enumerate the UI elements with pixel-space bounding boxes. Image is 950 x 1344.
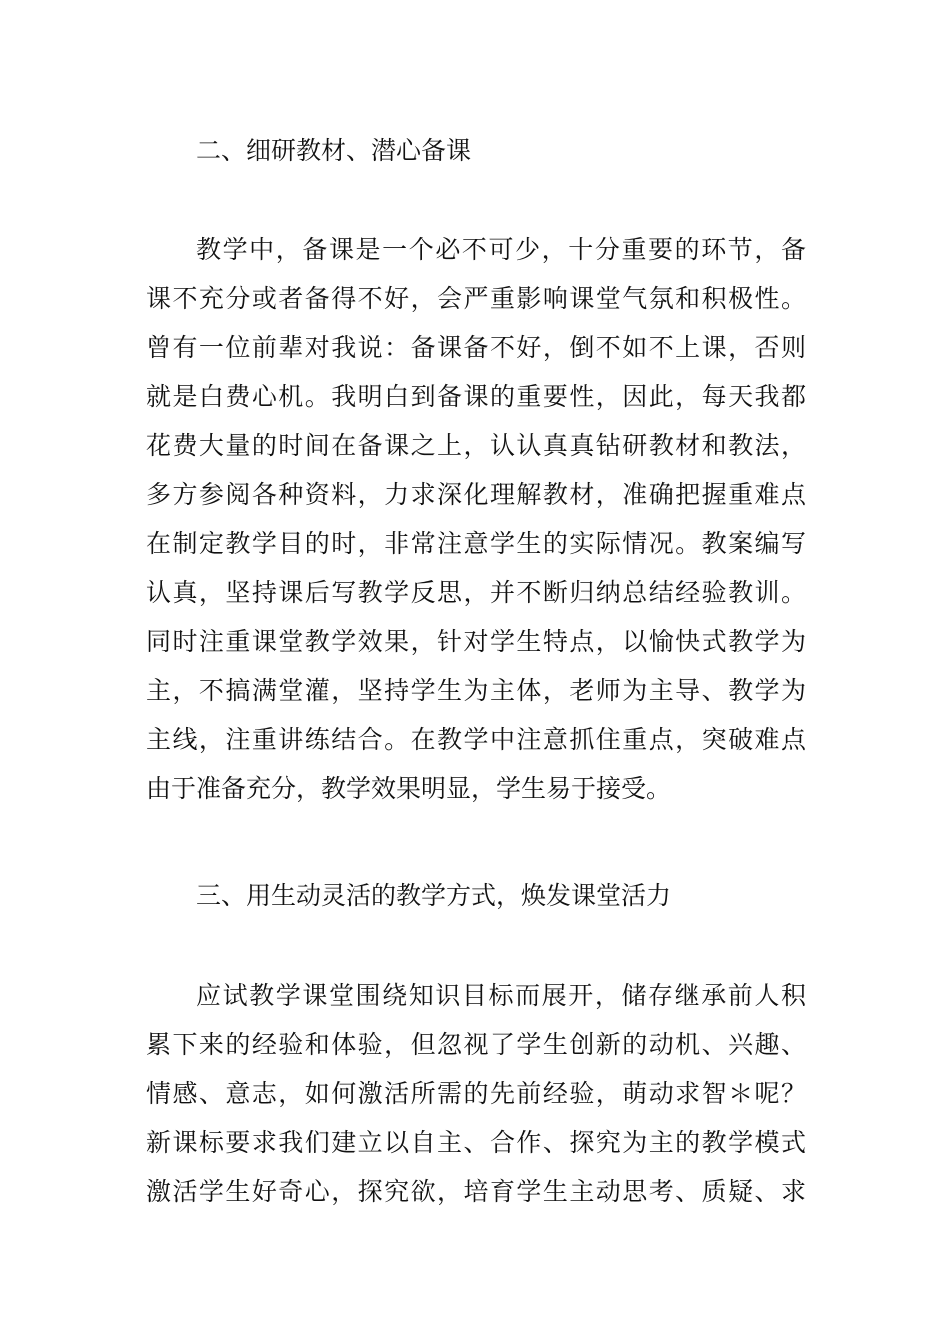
paragraph-line: 同时注重课堂教学效果，针对学生特点，以愉快式教学为 <box>146 627 806 656</box>
paragraph-line: 主，不搞满堂灌，坚持学生为主体，老师为主导、教学为 <box>146 676 806 705</box>
paragraph-line: 应试教学课堂围绕知识目标而展开，储存继承前人积 <box>196 981 806 1010</box>
paragraph-line: 新课标要求我们建立以自主、合作、探究为主的教学模式 <box>146 1128 806 1157</box>
paragraph-line: 主线，注重讲练结合。在教学中注意抓住重点，突破难点 <box>146 725 806 754</box>
section-2-paragraph <box>146 225 806 813</box>
paragraph-line: 课不充分或者备得不好，会严重影响课堂气氛和积极性。 <box>146 284 806 313</box>
paragraph-line: 多方参阅各种资料，力求深化理解教材，准确把握重难点 <box>146 480 806 509</box>
section-2-heading: 二、细研教材、潜心备课 <box>196 136 472 165</box>
section-3-heading: 三、用生动灵活的教学方式，焕发课堂活力 <box>196 881 672 910</box>
paragraph-line: 激活学生好奇心，探究欲，培育学生主动思考、质疑、求 <box>146 1177 806 1206</box>
paragraph-line: 累下来的经验和体验，但忽视了学生创新的动机、兴趣、 <box>146 1030 806 1059</box>
paragraph-line: 在制定教学目的时，非常注意学生的实际情况。教案编写 <box>146 529 806 558</box>
paragraph-line: 曾有一位前辈对我说：备课备不好，倒不如不上课，否则 <box>146 333 806 362</box>
section-3-paragraph <box>146 971 806 1216</box>
paragraph-line: 就是白费心机。我明白到备课的重要性，因此，每天我都 <box>146 382 806 411</box>
paragraph-line: 认真，坚持课后写教学反思，并不断归纳总结经验教训。 <box>146 578 806 607</box>
paragraph-line: 情感、意志，如何激活所需的先前经验，萌动求智＊呢？ <box>146 1079 806 1108</box>
paragraph-line: 花费大量的时间在备课之上，认认真真钻研教材和教法， <box>146 431 806 460</box>
paragraph-line: 由于准备充分，教学效果明显，学生易于接受。 <box>146 774 672 803</box>
paragraph-line: 教学中，备课是一个必不可少，十分重要的环节，备 <box>196 235 806 264</box>
